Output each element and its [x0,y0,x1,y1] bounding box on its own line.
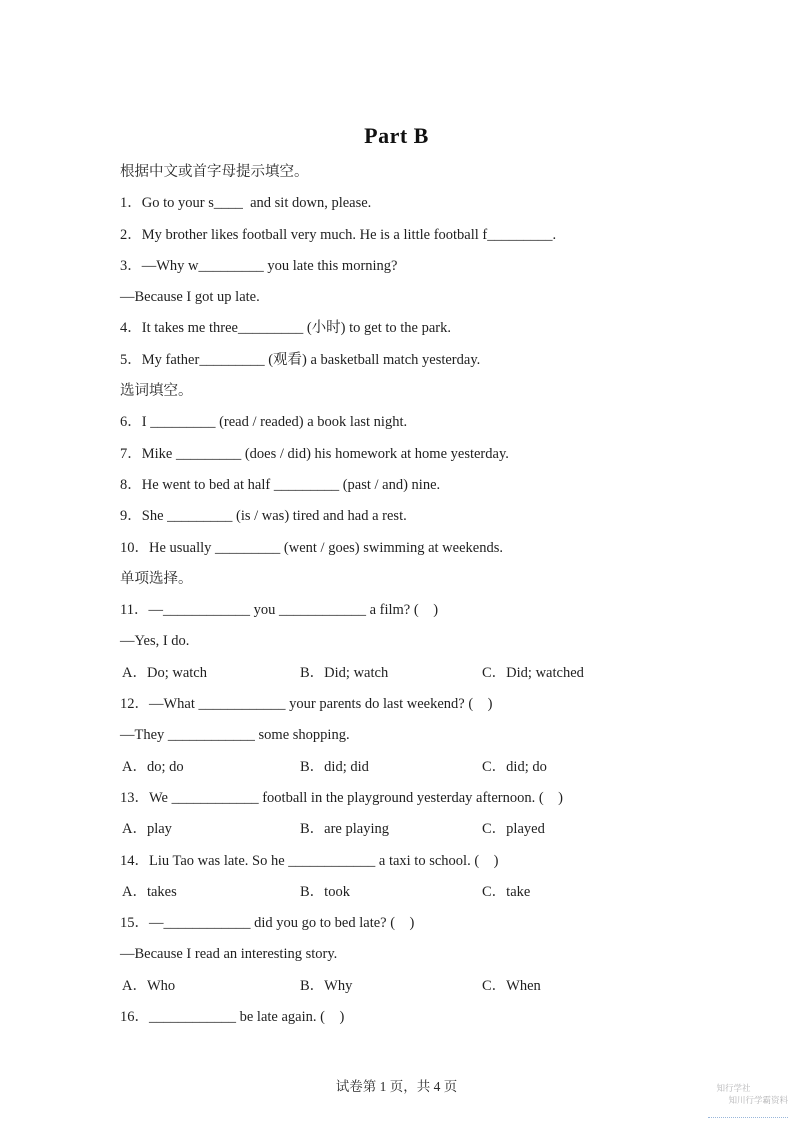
dialog-line: —Because I read an interesting story. [120,946,338,963]
question-line: 12．—What ____________ your parents do last weekend? ( ) [120,696,493,713]
dialog-line: —Yes, I do. [120,633,190,650]
question-line: 1．Go to your s____ and sit down, please. [120,195,372,212]
part-title: Part B [364,123,429,148]
section-instruction: 单项选择。 [120,570,193,587]
question-line: 11．—____________ you ____________ a film? ( ) [120,602,439,619]
choice-option-b: B．took [300,883,350,900]
choice-option-c: C．take [482,883,531,900]
question-line: 3．—Why w_________ you late this morning? [120,257,398,274]
choice-option-b: B．did; did [300,758,369,775]
question-line: 10．He usually _________ (went / goes) swimming at weekends. [120,539,503,556]
choice-row [120,757,730,788]
question-line: 15．—____________ did you go to bed late? ( ) [120,915,415,932]
choice-option-c: C．Did; watched [482,664,584,681]
question-line: 9．She _________ (is / was) tired and had a rest. [120,508,407,525]
choice-row [120,819,730,850]
question-line: 13．We ____________ football in the playground yesterday afternoon. ( ) [120,789,563,806]
choice-option-c: C．did; do [482,758,547,775]
choice-option-b: B．Why [300,977,353,994]
section-instruction: 根据中文或首字母提示填空。 [120,164,309,180]
question-line: 4．It takes me three_________ (小时) to get to the park. [120,320,452,337]
choice-option-c: C．When [482,977,541,994]
section-instruction: 选词填空。 [120,383,193,400]
choice-option-b: B．are playing [300,821,389,838]
watermark [708,1072,788,1118]
question-line: 6．I _________ (read / readed) a book last night. [120,414,408,431]
choice-option-c: C．played [482,821,545,838]
question-line: 8．He went to bed at half _________ (past / and) nine. [120,476,441,493]
question-line: 5．My father_________ (观看) a basketball match yesterday. [120,351,481,368]
question-line: 7．Mike _________ (does / did) his homework at home yesterday. [120,445,509,462]
choice-option-a: A．do; do [122,758,184,775]
choice-option-a: A．play [122,821,172,838]
questions-area [120,162,730,1038]
choice-row [120,663,730,694]
choice-option-a: A．Who [122,977,176,994]
choice-row [120,976,730,1007]
question-line: 2．My brother likes football very much. He is a little football f_________. [120,226,557,243]
choice-option-a: A．takes [122,883,177,900]
watermark-text-2: 知川行学霸资料 [728,1095,788,1105]
choice-row [120,882,730,913]
question-line: 16．____________ be late again. ( ) [120,1009,345,1026]
watermark-text-1: 知行学社 [716,1083,751,1093]
question-line: 14．Liu Tao was late. So he ____________ a taxi to school. ( ) [120,852,499,869]
choice-option-a: A．Do; watch [122,664,207,681]
page-footer: 试卷第 1 页，共 4 页 [335,1079,458,1094]
dialog-line: —Because I got up late. [120,289,260,306]
choice-option-b: B．Did; watch [300,664,389,681]
dialog-line: —They ____________ some shopping. [120,727,350,744]
